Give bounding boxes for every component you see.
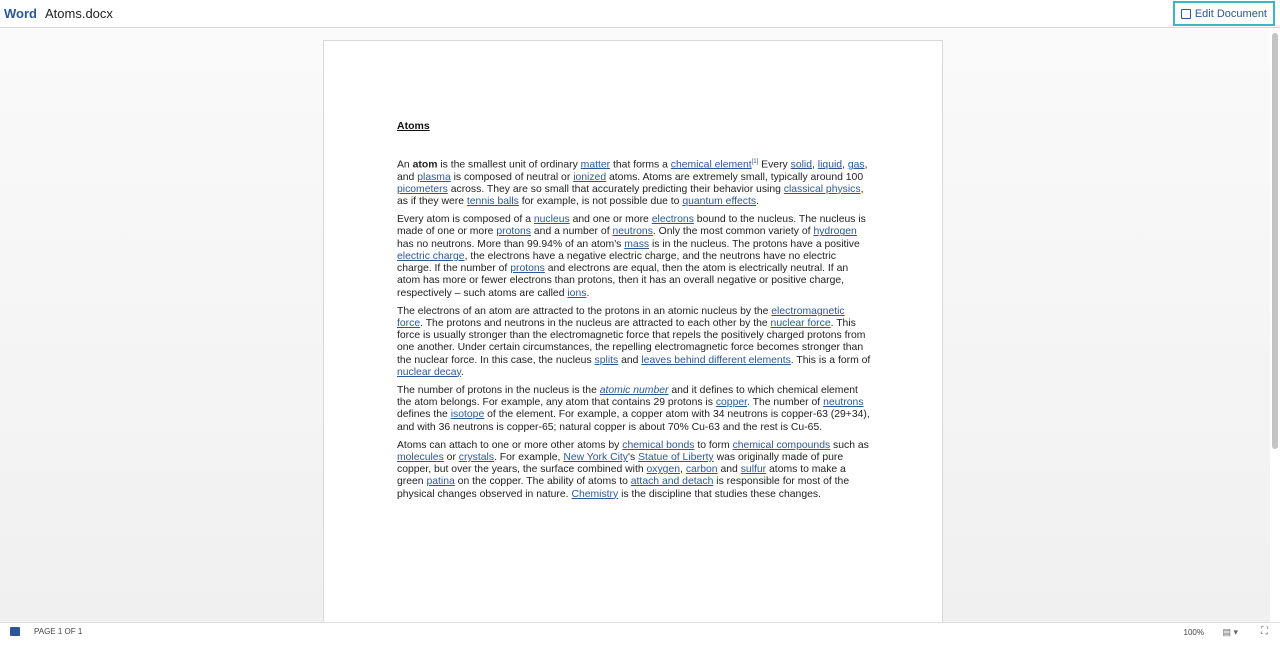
hyperlink[interactable]: molecules: [397, 451, 444, 463]
hyperlink[interactable]: neutrons: [612, 226, 653, 238]
hyperlink[interactable]: plasma: [417, 171, 451, 183]
hyperlink[interactable]: neutrons: [823, 397, 864, 409]
hyperlink[interactable]: Chemistry: [571, 488, 619, 500]
bold-text: atom: [412, 159, 438, 171]
text: and it defines to which chemical element the atom belongs. For example, any atom that contains 29 protons is: [397, 384, 858, 409]
text: is in the nucleus. The protons have a positive: [649, 238, 860, 250]
hyperlink[interactable]: leaves behind different elements: [641, 354, 791, 366]
text: . The protons and neutrons in the nucleus are attracted to each other by the: [420, 317, 771, 329]
text: The electrons of an atom are attracted to the protons in an atomic nucleus by the: [397, 305, 772, 317]
edit-document-label: Edit Document: [1194, 7, 1267, 20]
hyperlink[interactable]: quantum effects: [682, 196, 757, 208]
text: and: [618, 354, 642, 366]
text: atoms. Atoms are extremely small, typically around 100: [606, 171, 864, 183]
hyperlink[interactable]: protons: [510, 263, 545, 275]
hyperlink[interactable]: mass: [624, 238, 650, 250]
hyperlink[interactable]: picometers: [397, 183, 448, 195]
hyperlink[interactable]: attach and detach: [630, 476, 714, 488]
file-name: Atoms.docx: [44, 6, 113, 21]
text: . This force is usually stronger than the electromagnetic force that repels the positively charged protons from one another. Under certain circumstances, the repelling electromagnetic force becomes stronger than the nuclear force. In this case, the nucleus: [397, 317, 866, 366]
text: An: [397, 159, 413, 171]
text: is composed of neutral or: [450, 171, 574, 183]
text: to form: [694, 439, 733, 451]
text: , the electrons have a negative electric charge, and the neutrons have no electric charge. If the number of: [397, 250, 836, 275]
paragraph: [397, 306, 871, 379]
text: and one or more: [569, 214, 652, 226]
hyperlink[interactable]: nuclear force: [770, 317, 831, 329]
hyperlink[interactable]: solid: [790, 159, 813, 171]
text: , as if they were: [397, 183, 864, 208]
text: is the discipline that studies these changes.: [618, 488, 821, 500]
hyperlink[interactable]: electric charge: [397, 250, 465, 262]
text: 's: [628, 451, 639, 463]
paragraph: [397, 156, 871, 208]
document-title: Atoms: [397, 120, 430, 132]
hyperlink[interactable]: ions: [567, 287, 587, 299]
text: of the element. For example, a copper atom with 34 neutrons is copper-63 (29+34), and with 36 neutrons is copper-65; natural copper is about 70% Cu-63 and the rest is Cu-65.: [397, 409, 870, 433]
hyperlink[interactable]: liquid: [817, 159, 843, 171]
text: that forms a: [610, 159, 671, 171]
text: such as: [830, 439, 869, 451]
footnote-reference[interactable]: [1]: [751, 159, 759, 165]
text: and: [717, 464, 741, 476]
text: bound to the nucleus. The nucleus is made of one or more: [397, 214, 866, 238]
hyperlink[interactable]: nuclear decay: [397, 366, 461, 378]
view-mode-icon[interactable]: ▤ ▾: [1222, 627, 1238, 637]
document-canvas: [0, 29, 1270, 622]
word-icon: [10, 627, 20, 636]
text: has no neutrons. More than 99.94% of an atom's: [397, 238, 625, 250]
hyperlink[interactable]: oxygen: [646, 464, 681, 476]
edit-document-button[interactable]: [1173, 1, 1275, 26]
status-bar: [0, 622, 1280, 640]
text: ,: [842, 159, 848, 171]
text: was originally made of pure copper, but over the years, the surface combined with: [397, 451, 844, 476]
hyperlink[interactable]: matter: [580, 159, 611, 171]
text: atoms to make a green: [397, 464, 846, 488]
document-page: [323, 40, 943, 640]
hyperlink[interactable]: classical physics: [783, 183, 861, 195]
hyperlink[interactable]: electrons: [651, 214, 694, 226]
text: .: [460, 366, 464, 378]
hyperlink[interactable]: nucleus: [533, 214, 570, 226]
text: and electrons are equal, then the atom is electrically neutral. If an atom has more or fewer electrons than protons, then it has an overall negative or positive charge, respectively – such atoms are called: [397, 263, 849, 299]
text: Every: [758, 159, 791, 171]
paragraph: [397, 440, 871, 501]
hyperlink[interactable]: sulfur: [740, 464, 767, 476]
text: ,: [812, 159, 818, 171]
text: or: [443, 451, 459, 463]
text: .: [586, 287, 590, 299]
text: .: [756, 196, 759, 208]
hyperlink[interactable]: protons: [496, 226, 532, 238]
hyperlink[interactable]: ionized: [573, 171, 607, 183]
page-indicator: PAGE 1 OF 1: [34, 627, 83, 636]
zoom-level[interactable]: 100%: [1183, 628, 1204, 637]
paragraph: [397, 214, 871, 299]
text: . This is a form of: [790, 354, 871, 366]
text: across. They are so small that accurately predicting their behavior using: [447, 183, 784, 195]
paragraph: [397, 385, 871, 434]
text: Every atom is composed of a: [397, 214, 534, 226]
fullscreen-icon[interactable]: ⛶: [1261, 626, 1268, 637]
hyperlink[interactable]: tennis balls: [466, 196, 519, 208]
vertical-scrollbar[interactable]: [1272, 33, 1278, 449]
text: . Only the most common variety of: [652, 226, 814, 238]
text: is the smallest unit of ordinary: [437, 159, 581, 171]
text: , and: [397, 159, 868, 183]
text: on the copper. The ability of atoms to: [454, 476, 631, 488]
text: defines the: [397, 409, 451, 421]
document-body: [397, 156, 871, 507]
text: is responsible for most of the physical changes observed in nature.: [397, 476, 850, 500]
hyperlink[interactable]: chemical compounds: [732, 439, 831, 451]
hyperlink[interactable]: isotope: [450, 409, 485, 421]
app-name[interactable]: Word: [4, 6, 37, 21]
hyperlink[interactable]: copper: [715, 397, 748, 409]
text: . For example,: [494, 451, 564, 463]
text: . The number of: [747, 397, 824, 409]
hyperlink[interactable]: chemical element: [670, 159, 752, 171]
title-bar: [0, 0, 1280, 28]
hyperlink[interactable]: crystals: [458, 451, 495, 463]
text: The number of protons in the nucleus is the: [397, 384, 600, 396]
hyperlink[interactable]: carbon: [685, 464, 718, 476]
text: Atoms can attach to one or more other atoms by: [397, 439, 623, 451]
hyperlink[interactable]: splits: [594, 354, 619, 366]
hyperlink[interactable]: electromagnetic force: [397, 305, 845, 329]
hyperlink[interactable]: Statue of Liberty: [638, 451, 714, 463]
open-external-icon: [1181, 9, 1191, 19]
text: and a number of: [531, 226, 613, 238]
hyperlink[interactable]: gas: [847, 159, 865, 171]
hyperlink[interactable]: hydrogen: [813, 226, 857, 238]
hyperlink[interactable]: chemical bonds: [622, 439, 695, 451]
text: ,: [680, 464, 686, 476]
hyperlink[interactable]: patina: [426, 476, 455, 488]
hyperlink[interactable]: atomic number: [599, 384, 669, 396]
text: for example, is not possible due to: [518, 196, 683, 208]
hyperlink[interactable]: New York City: [563, 451, 628, 463]
